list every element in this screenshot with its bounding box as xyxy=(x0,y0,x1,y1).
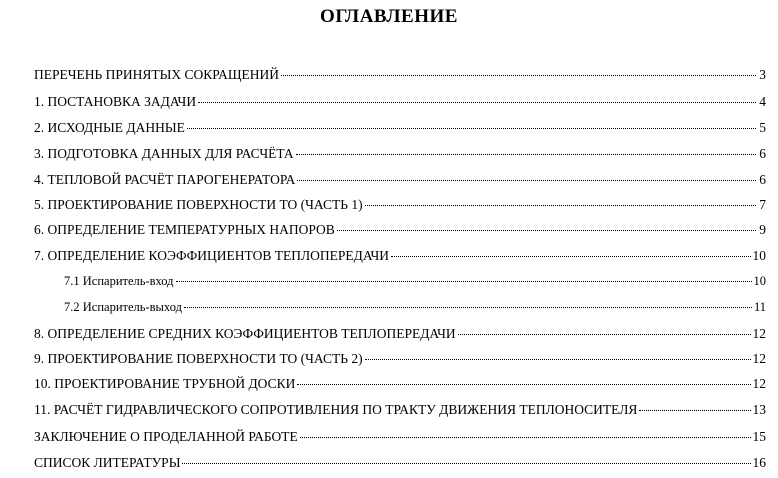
toc-entry-title: 8. ОПРЕДЕЛЕНИЕ СРЕДНИХ КОЭФФИЦИЕНТОВ ТЕПЛОПЕРЕДАЧИ xyxy=(34,326,456,341)
toc-page-number: 5 xyxy=(759,120,766,135)
dot-leader xyxy=(187,127,756,129)
dot-leader xyxy=(297,179,756,181)
toc-entry[interactable] xyxy=(34,402,766,420)
toc-entry-title: 7. ОПРЕДЕЛЕНИЕ КОЭФФИЦИЕНТОВ ТЕПЛОПЕРЕДАЧИ xyxy=(34,248,390,263)
toc-entry-title: СПИСОК ЛИТЕРАТУРЫ xyxy=(34,455,181,470)
dot-leader xyxy=(365,358,751,360)
toc-page-number: 7 xyxy=(759,197,766,212)
dot-leader xyxy=(182,462,750,464)
dot-leader xyxy=(365,204,756,206)
toc-entry[interactable] xyxy=(34,351,766,369)
dot-leader xyxy=(176,280,752,282)
toc-entry[interactable] xyxy=(34,67,766,85)
toc-entry[interactable] xyxy=(34,146,766,164)
toc-entry[interactable] xyxy=(34,197,766,215)
dot-leader xyxy=(184,306,752,308)
toc-page-number: 6 xyxy=(759,146,766,161)
toc-entry-title: 3. ПОДГОТОВКА ДАННЫХ ДЛЯ РАСЧЁТА xyxy=(34,146,294,161)
dot-leader xyxy=(337,229,756,231)
toc-entry[interactable] xyxy=(34,376,766,394)
toc-entry[interactable] xyxy=(34,429,766,447)
toc-page-number: 6 xyxy=(759,172,766,187)
toc-entry[interactable] xyxy=(34,94,766,112)
toc-entry-title: 7.2 Испаритель-выход xyxy=(64,300,182,314)
toc-entry[interactable] xyxy=(34,248,766,266)
toc-entry-title: 11. РАСЧЁТ ГИДРАВЛИЧЕСКОГО СОПРОТИВЛЕНИЯ ПО ТРАКТУ ДВИЖЕНИЯ ТЕПЛОНОСИТЕЛЯ xyxy=(34,402,638,417)
toc-entry[interactable] xyxy=(34,455,766,473)
toc-page-number: 15 xyxy=(752,429,766,444)
dot-leader xyxy=(281,74,756,76)
dot-leader xyxy=(297,383,750,385)
dot-leader xyxy=(391,255,750,257)
toc-entry-title: 9. ПРОЕКТИРОВАНИЕ ПОВЕРХНОСТИ ТО (ЧАСТЬ 2) xyxy=(34,351,363,366)
toc-page-number: 10 xyxy=(753,274,766,288)
dot-leader xyxy=(198,101,756,103)
dot-leader xyxy=(458,333,751,335)
toc-entry[interactable] xyxy=(34,120,766,138)
toc-page-number: 12 xyxy=(752,376,766,391)
toc-entry[interactable] xyxy=(34,172,766,190)
toc-page-number: 12 xyxy=(752,351,766,366)
toc-page-number: 12 xyxy=(752,326,766,341)
dot-leader xyxy=(296,153,756,155)
toc-page-number: 13 xyxy=(752,402,766,417)
toc-entry-title: 4. ТЕПЛОВОЙ РАСЧЁТ ПАРОГЕНЕРАТОРА xyxy=(34,172,296,187)
toc-subentry[interactable] xyxy=(64,274,766,292)
toc-entry-title: 7.1 Испаритель-вход xyxy=(64,274,174,288)
toc-page-number: 4 xyxy=(759,94,766,109)
toc-entry[interactable] xyxy=(34,326,766,344)
dot-leader xyxy=(300,436,751,438)
toc-page-number: 3 xyxy=(759,67,766,82)
toc-subentry[interactable] xyxy=(64,300,766,318)
toc-page-number: 16 xyxy=(752,455,766,470)
toc-entry-title: 5. ПРОЕКТИРОВАНИЕ ПОВЕРХНОСТИ ТО (ЧАСТЬ 1) xyxy=(34,197,363,212)
toc-entry-title: 2. ИСХОДНЫЕ ДАННЫЕ xyxy=(34,120,185,135)
toc-page-number: 10 xyxy=(752,248,766,263)
toc-entry-title: 10. ПРОЕКТИРОВАНИЕ ТРУБНОЙ ДОСКИ xyxy=(34,376,296,391)
dot-leader xyxy=(639,409,750,411)
page-title: ОГЛАВЛЕНИЕ xyxy=(320,6,458,27)
toc-entry-title: 1. ПОСТАНОВКА ЗАДАЧИ xyxy=(34,94,197,109)
toc-entry-title: ПЕРЕЧЕНЬ ПРИНЯТЫХ СОКРАЩЕНИЙ xyxy=(34,67,279,82)
toc-entry[interactable] xyxy=(34,222,766,240)
toc-entry-title: ЗАКЛЮЧЕНИЕ О ПРОДЕЛАННОЙ РАБОТЕ xyxy=(34,429,298,444)
toc-page-number: 11 xyxy=(753,300,766,314)
toc-page-number: 9 xyxy=(759,222,766,237)
toc-entry-title: 6. ОПРЕДЕЛЕНИЕ ТЕМПЕРАТУРНЫХ НАПОРОВ xyxy=(34,222,335,237)
